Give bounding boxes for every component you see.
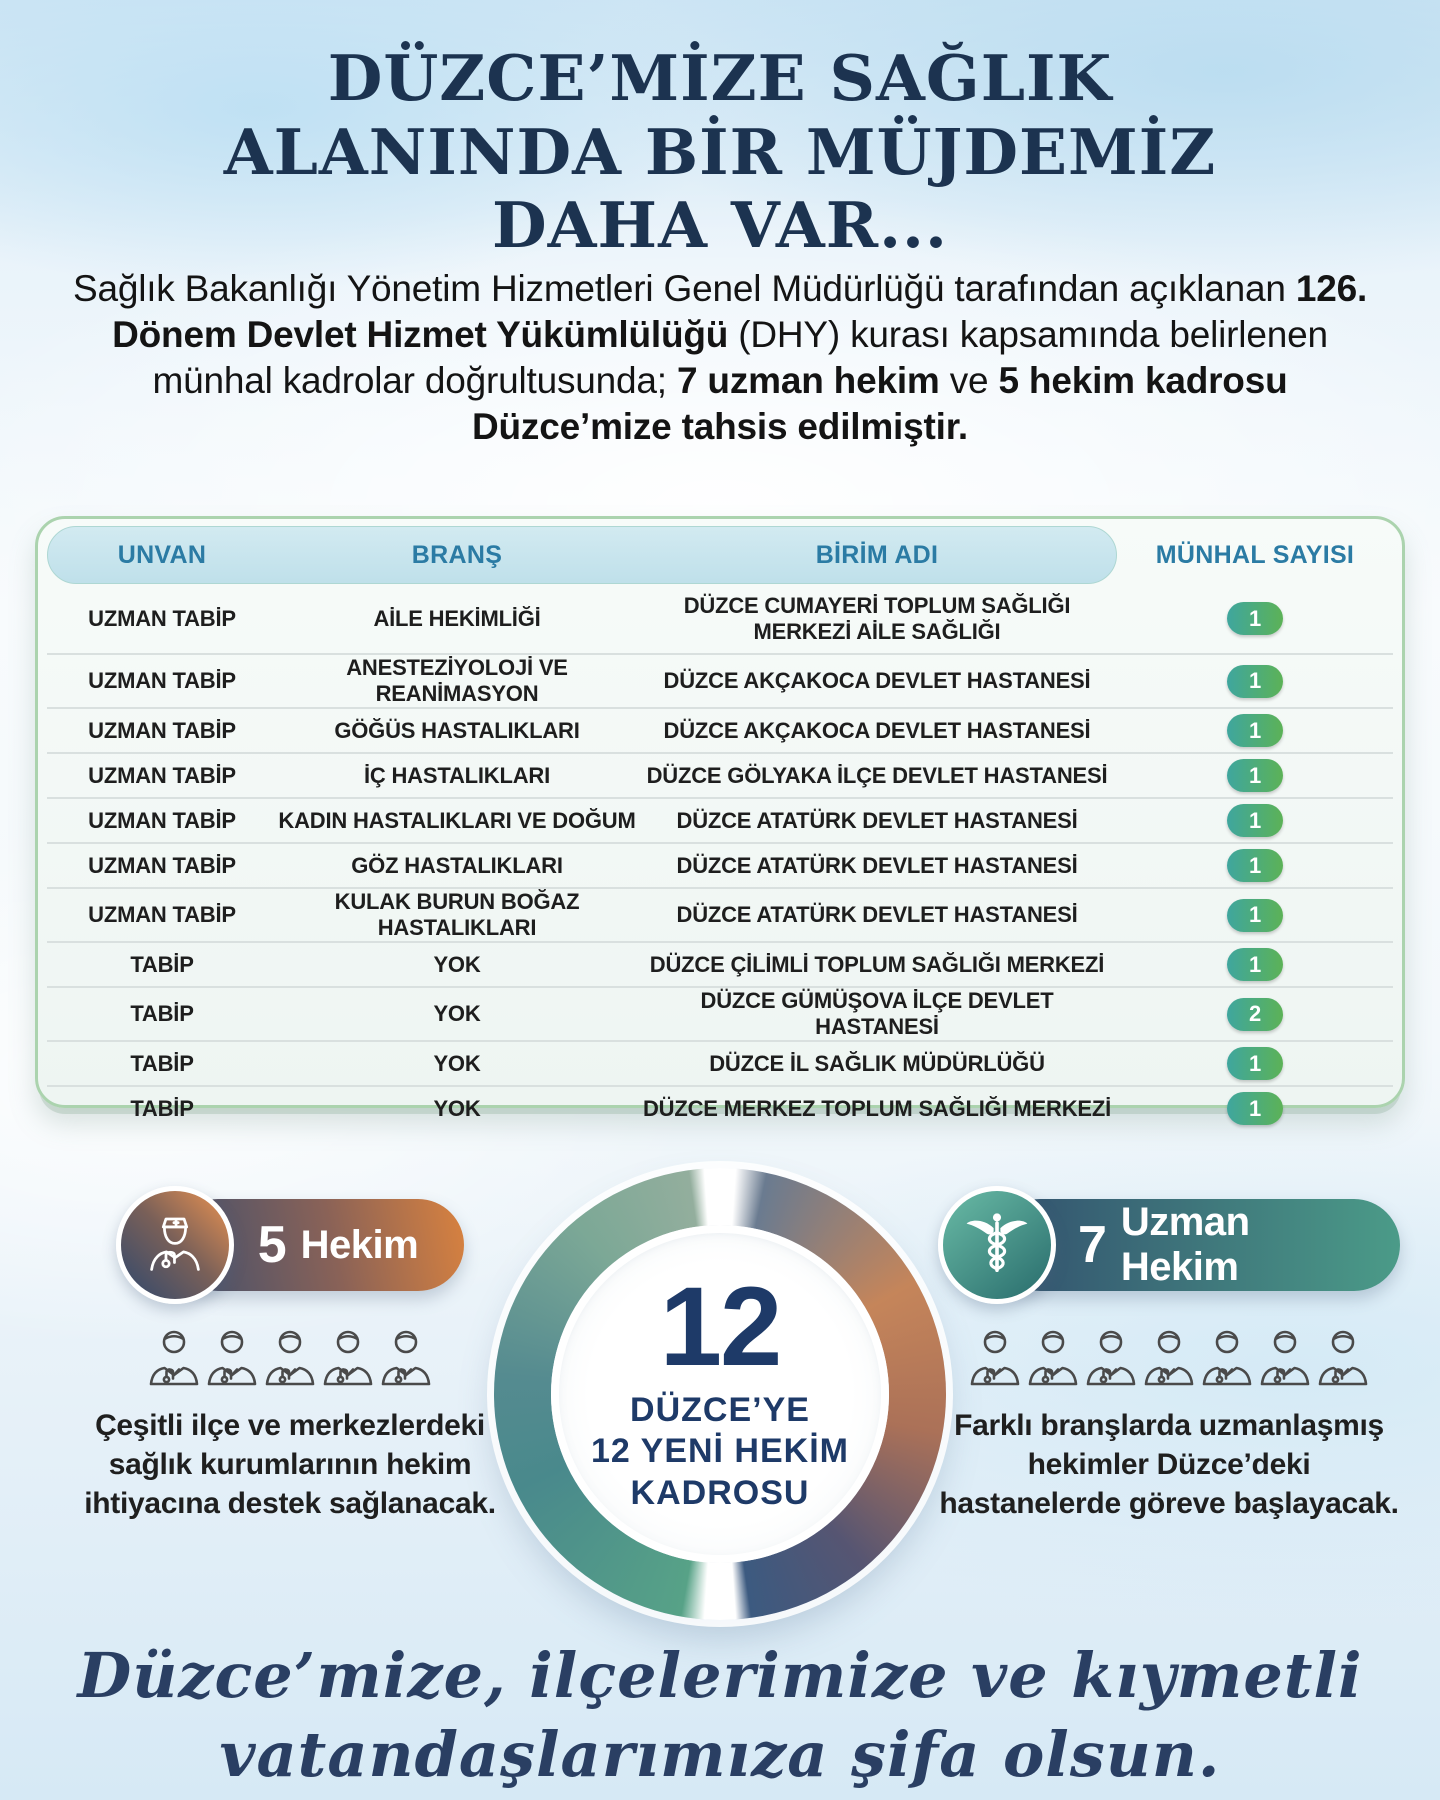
stat-uzman-hekim — [938, 1186, 1400, 1523]
uzman-description: Farklı branşlarda uzmanlaşmış hekimler Düzce’deki hastanelerde göreve başlayacak. — [939, 1409, 1399, 1520]
cell-brans: YOK — [433, 1001, 481, 1026]
hekim-badge — [72, 1186, 508, 1304]
table-row — [47, 1085, 1393, 1130]
table-row — [47, 707, 1393, 752]
total-line-1: DÜZCE’YE — [630, 1390, 810, 1429]
table-row — [47, 752, 1393, 797]
cell-brans: YOK — [433, 1050, 481, 1076]
closing-line-1: Düzce’mize, ilçelerimize ve kıymetli — [77, 1639, 1363, 1712]
hekim-count: 5 — [257, 1216, 287, 1274]
total-donut-ring — [494, 1168, 946, 1620]
title-line-1: DÜZCE’MİZE SAĞLIK — [327, 41, 1113, 115]
cell-munhal — [1117, 804, 1393, 837]
closing-message — [0, 1636, 1440, 1795]
count-badge: 1 — [1227, 804, 1283, 837]
total-line-3: KADROSU — [630, 1473, 810, 1512]
table-row — [47, 887, 1393, 941]
cell-brans: GÖĞÜS HASTALIKLARI — [334, 717, 580, 743]
cell-munhal — [1117, 602, 1393, 635]
header-munhal: MÜNHAL SAYISI — [1155, 540, 1355, 569]
cell-munhal — [1117, 849, 1393, 882]
cell-munhal — [1117, 759, 1393, 792]
count-badge: 1 — [1227, 1092, 1283, 1125]
intro-seg-4: 7 uzman hekim — [676, 359, 940, 401]
uzman-badge — [938, 1186, 1400, 1304]
table-header-row — [47, 526, 1393, 584]
count-badge: 1 — [1227, 602, 1283, 635]
header-unvan: UNVAN — [117, 540, 207, 569]
page-title — [0, 42, 1440, 263]
cell-birim: DÜZCE ATATÜRK DEVLET HASTANESİ — [676, 902, 1078, 927]
cell-birim: DÜZCE İL SAĞLIK MÜDÜRLÜĞÜ — [709, 1050, 1045, 1076]
stat-hekim — [72, 1186, 508, 1523]
cell-unvan: UZMAN TABİP — [88, 902, 236, 927]
table-row — [47, 842, 1393, 887]
cell-munhal — [1117, 899, 1393, 932]
cell-birim: DÜZCE ÇİLİMLİ TOPLUM SAĞLIĞI MERKEZİ — [649, 951, 1105, 977]
cell-munhal — [1117, 714, 1393, 747]
doctor-pictogram-icon — [142, 1328, 206, 1388]
cell-birim: DÜZCE MERKEZ TOPLUM SAĞLIĞI MERKEZİ — [642, 1095, 1112, 1121]
cell-unvan: TABİP — [130, 1095, 194, 1121]
intro-seg-6: 5 hekim kadrosu Düzce’mize tahsis edilmiştir. — [472, 359, 1288, 447]
table-row — [47, 986, 1393, 1040]
doctor-pictogram-icon — [316, 1328, 380, 1388]
doctor-pictogram-icon — [200, 1328, 264, 1388]
cell-birim: DÜZCE AKÇAKOCA DEVLET HASTANESİ — [663, 668, 1091, 693]
intro-paragraph — [60, 266, 1380, 450]
title-line-2: ALANINDA BİR MÜJDEMİZ — [223, 114, 1217, 189]
cell-munhal — [1117, 1092, 1393, 1125]
cell-brans: YOK — [433, 951, 481, 977]
doctor-pictogram-icon — [1311, 1328, 1375, 1388]
intro-seg-3: (DHY) kurası kapsamında belirlenen münhal kadrolar doğrultusunda; — [152, 313, 1328, 401]
uzman-count: 7 — [1078, 1216, 1107, 1274]
cell-munhal — [1117, 1047, 1393, 1080]
title-line-3: DAHA VAR... — [492, 188, 948, 263]
cell-brans: GÖZ HASTALIKLARI — [351, 852, 563, 878]
doctor-pictogram-icon — [1137, 1328, 1201, 1388]
closing-line-2: vatandaşlarımıza şifa olsun. — [219, 1718, 1221, 1792]
header-birim: BİRİM ADI — [815, 540, 939, 569]
uzman-pictograms — [938, 1328, 1400, 1388]
count-badge: 1 — [1227, 665, 1283, 698]
caduceus-icon — [938, 1186, 1056, 1304]
cell-unvan: UZMAN TABİP — [88, 717, 236, 743]
cell-unvan: UZMAN TABİP — [88, 762, 236, 788]
cell-unvan: UZMAN TABİP — [88, 668, 236, 693]
doctor-pictogram-icon — [1253, 1328, 1317, 1388]
cell-brans: KULAK BURUN BOĞAZ HASTALIKLARI — [334, 889, 580, 940]
staffing-table — [35, 516, 1405, 1121]
hekim-label: Hekim — [300, 1222, 419, 1267]
hekim-pictograms — [72, 1328, 508, 1388]
count-badge: 1 — [1227, 714, 1283, 747]
doctor-icon — [116, 1186, 234, 1304]
uzman-label: Uzman Hekim — [1120, 1200, 1250, 1289]
table-row — [47, 584, 1393, 653]
cell-unvan: TABİP — [130, 1001, 194, 1026]
cell-birim: DÜZCE AKÇAKOCA DEVLET HASTANESİ — [663, 717, 1091, 743]
count-badge: 1 — [1227, 759, 1283, 792]
count-badge: 1 — [1227, 1047, 1283, 1080]
cell-unvan: UZMAN TABİP — [88, 807, 236, 833]
doctor-pictogram-icon — [1079, 1328, 1143, 1388]
cell-unvan: UZMAN TABİP — [88, 852, 236, 878]
cell-brans: YOK — [433, 1095, 481, 1121]
cell-brans: KADIN HASTALIKLARI VE DOĞUM — [278, 807, 636, 833]
count-badge: 2 — [1227, 998, 1283, 1031]
total-donut-center — [551, 1225, 889, 1563]
doctor-pictogram-icon — [374, 1328, 438, 1388]
cell-birim: DÜZCE GÖLYAKA İLÇE DEVLET HASTANESİ — [646, 762, 1108, 788]
doctor-pictogram-icon — [1021, 1328, 1085, 1388]
cell-birim: DÜZCE GÜMÜŞOVA İLÇE DEVLET HASTANESİ — [700, 988, 1054, 1039]
count-badge: 1 — [1227, 849, 1283, 882]
cell-birim: DÜZCE ATATÜRK DEVLET HASTANESİ — [676, 852, 1078, 878]
cell-brans: AİLE HEKİMLİĞİ — [373, 605, 541, 631]
table-row — [47, 653, 1393, 707]
table-row — [47, 1040, 1393, 1085]
doctor-pictogram-icon — [258, 1328, 322, 1388]
cell-brans: ANESTEZİYOLOJİ VE REANİMASYON — [346, 655, 568, 706]
intro-seg-2: 126. Dönem Devlet Hizmet Yükümlülüğü — [112, 268, 1368, 355]
total-number: 12 — [659, 1263, 781, 1389]
total-line-2: 12 YENİ HEKİM — [590, 1432, 849, 1471]
doctor-pictogram-icon — [963, 1328, 1027, 1388]
cell-brans: İÇ HASTALIKLARI — [363, 762, 551, 788]
cell-unvan: TABİP — [130, 951, 194, 977]
cell-unvan: TABİP — [130, 1050, 194, 1076]
cell-birim: DÜZCE ATATÜRK DEVLET HASTANESİ — [676, 807, 1078, 833]
cell-unvan: UZMAN TABİP — [88, 605, 236, 631]
count-badge: 1 — [1227, 948, 1283, 981]
cell-munhal — [1117, 998, 1393, 1031]
table-row — [47, 941, 1393, 986]
table-row — [47, 797, 1393, 842]
cell-munhal — [1117, 665, 1393, 698]
intro-seg-5: ve — [939, 359, 999, 401]
hekim-description: Çeşitli ilçe ve merkezlerdeki sağlık kurumlarının hekim ihtiyacına destek sağlanacak. — [84, 1409, 496, 1520]
header-brans: BRANŞ — [411, 540, 503, 569]
count-badge: 1 — [1227, 899, 1283, 932]
cell-birim: DÜZCE CUMAYERİ TOPLUM SAĞLIĞI MERKEZİ AİLE SAĞLIĞI — [683, 593, 1071, 644]
cell-munhal — [1117, 948, 1393, 981]
doctor-pictogram-icon — [1195, 1328, 1259, 1388]
intro-seg-1: Sağlık Bakanlığı Yönetim Hizmetleri Genel Müdürlüğü tarafından açıklanan — [72, 268, 1296, 309]
